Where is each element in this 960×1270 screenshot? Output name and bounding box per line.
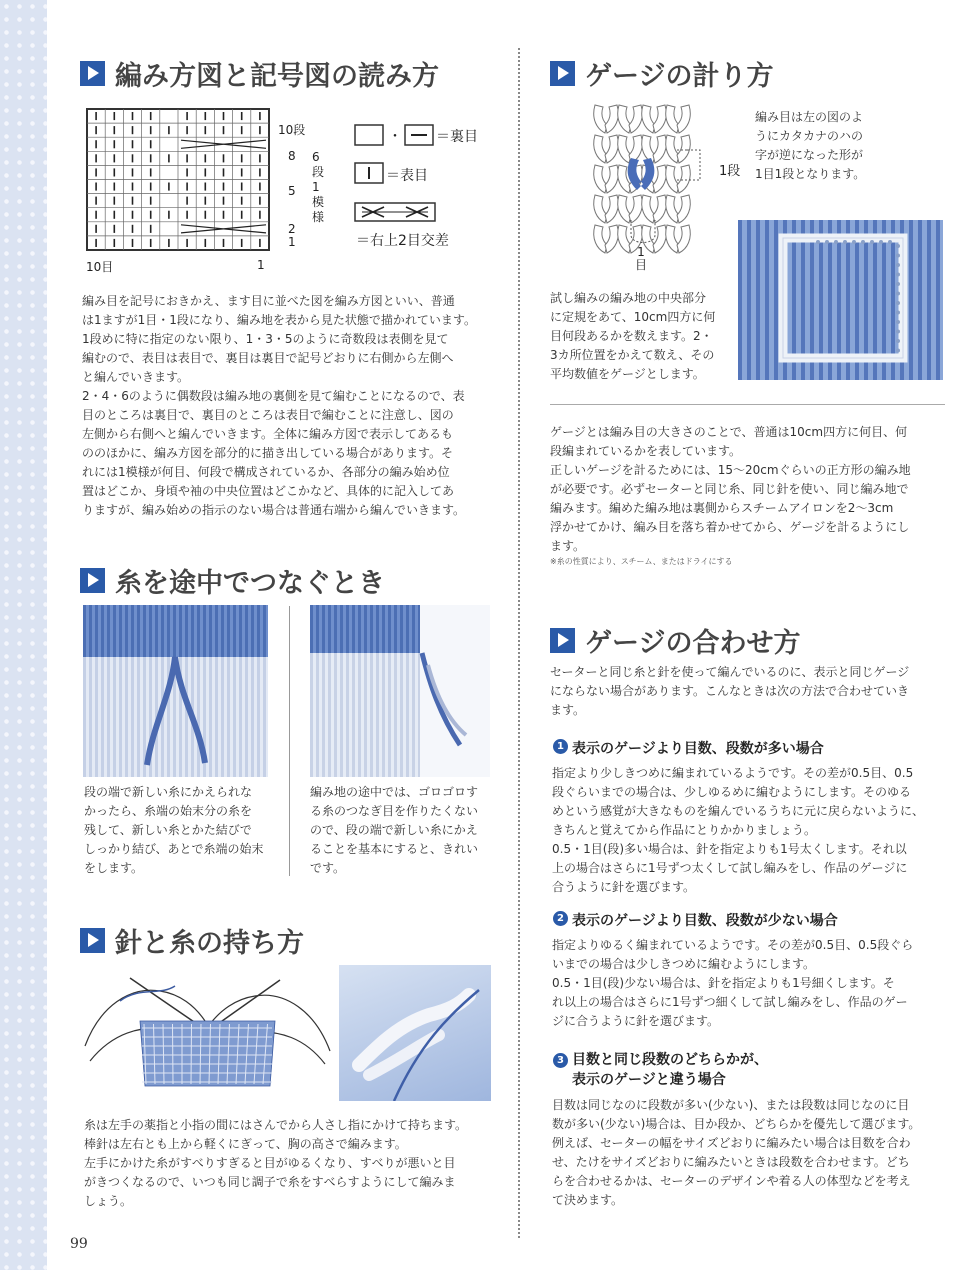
section-title-gauge-measure: ゲージの計り方 — [550, 54, 773, 93]
section-title-chart-reading: 編み方図と記号図の読み方 — [80, 54, 439, 93]
case-3-heading: 3 目数と同じ段数のどちらかが、 表示のゲージと違う場合 — [553, 1050, 768, 1090]
photo-ruler-on-swatch — [738, 220, 943, 380]
row-label-1: 1 — [288, 235, 296, 249]
case-1-heading: 1 表示のゲージより目数、段数が多い場合 — [553, 738, 824, 758]
legend-sep: ・ — [388, 129, 402, 145]
knitting-chart-grid — [86, 108, 286, 254]
row-label-5: 5 — [288, 184, 296, 198]
caption-join-at-edge: 編み地の途中では、ゴロゴロす る糸のつなぎ目を作りたくない ので、段の端で新しい糸にかえ ることを基本にすると、きれい です。 — [310, 785, 479, 875]
holding-body: 糸は左手の薬指と小指の間にはさんでから人さし指にかけて持ちます。 棒針は左右とも上から軽くにぎって、胸の高さで編みます。 左手にかけた糸がすべりすぎると目がゆるくなり、すべりが悪いと目 がきつくなるので、いつも同じ調子で糸をすべらすようにして編みま しょう。 — [84, 1118, 468, 1208]
row-mark-label: 1段 — [719, 164, 741, 179]
gauge-measure-body: ゲージとは編み目の大きさのことで、普通は10cm四方に何目、何 段編まれているかを表しています。 正しいゲージを計るためには、15～20cmぐらいの正方形の編み地 が必要です。必ずセーターと同じ糸、同じ針を使い、同じ編み地で 編みます。編めた編み地は裏側からスチームアイロンを2～3cm 浮かせてかけ、編み目を落ち着かせてから、ゲージを計るようにし ます。 — [550, 425, 911, 553]
section-title-holding: 針と糸の持ち方 — [80, 921, 304, 960]
chart-reading-body: 編み目を記号におきかえ、ます目に並べた図を編み方図といい、普通 は1ますが1目・1段になり、編み地を表から見た状態で描かれています。 1段めに特に指定のない限り、1・3・5のように奇数段は表側を見て 編むので、表目は表目で、裏目は裏目で記号どおりに右側から左側へ と編んでいきます。 2・4・6のように偶数段は編み地の裏側を見て編むことになるので、表 目のところは裏目で、裏目のところは表目で編むことに注意し、図の 左側から右側へと編んでいきます。全体に編み方図で表示してあるも ののほかに、編み方図を部分的に描き出している場合があります。そ れには1模様が何目、何段で構成されているか、各部分の編み始め位 置はどこか、身頃や袖の中央位置はどこかなど、具体的に記入してあ りますが、編み始めの指示のない場合は普通右端から編んでいきます。 — [82, 294, 476, 517]
ruler-photo-caption: 試し編みの編み地の中央部分 に定規をあて、10cm四方に何 目何段あるかを数えます。2・ 3カ所位置をかえて数え、その 平均数値をゲージとします。 — [550, 291, 716, 381]
play-triangle-icon — [550, 628, 575, 653]
photo-join-at-edge — [310, 605, 490, 777]
case-2-heading: 2 表示のゲージより目数、段数が少ない場合 — [553, 910, 838, 930]
stitch-diagram-note: 編み目は左の図のよ うにカタカナのハの 字が逆になった形が 1目1段となります。 — [755, 110, 866, 181]
gauge-note: ※糸の性質により、スチーム、またはドライにする — [550, 557, 733, 566]
row-label-8: 8 — [288, 149, 296, 163]
legend-purl-label: ＝裏目 — [436, 129, 478, 145]
row-label-six-row-repeat: 6段1模様 — [312, 150, 325, 224]
page-number: 99 — [70, 1236, 88, 1252]
stitch-diagram — [585, 100, 745, 280]
row-label-2: 2 — [288, 222, 296, 236]
case-3-body: 目数は同じなのに段数が多い(少ない)、または段数は同じなのに目 数が多い(少ない)場合は、目か段か、どちらかを優先して選びます。 例えば、セーターの幅をサイズどおりに編みたい場合は目数を合わ せ、たけをサイズどおりに編みたいときは段数を合わせます。どち らを合わせるかは、セーターのデザインや着る人の体型などを考え て決めます。 — [552, 1098, 921, 1207]
play-triangle-icon — [80, 61, 105, 86]
section-title-joining-yarn: 糸を途中でつなぐとき — [80, 561, 385, 600]
play-triangle-icon — [550, 61, 575, 86]
photo-hand-holding-yarn — [339, 965, 491, 1101]
polka-dot-side-strip — [0, 0, 47, 1270]
legend-cross-label: ＝右上2目交差 — [356, 233, 449, 249]
case-2-body: 指定よりゆるく編まれているようです。その差が0.5目、0.5段ぐら いまでの場合は少しきつめに編むようにします。 0.5・1目(段)少ない場合は、針を指定よりも1号細くします。そ れ以上の場合はさらに1号ずつ細くして試し編みをし、作品のゲー ジに合うように針を選びます。 — [552, 938, 914, 1028]
column-divider — [518, 48, 520, 1238]
col-label-1: 1 — [257, 258, 265, 272]
legend-knit-label: ＝表目 — [386, 168, 428, 184]
stitch-mark-label: 1 目 — [634, 245, 647, 272]
case-2-number-badge: 2 — [553, 911, 568, 926]
case-3-number-badge: 3 — [553, 1053, 568, 1068]
case-1-body: 指定より少しきつめに編まれているようです。その差が0.5目、0.5 段ぐらいまでの場合は、少しゆるめに編むようにします。そのゆる めという感覚が大きなものを編んでいるうちに元に戻らないように、 きちんと覚えてから作品にとりかかりましょう。 0.5・1目(段)多い場合は、針を指定よりも1号太くします。それ以 上の場合はさらに1号ずつ太くして試し編みをし、作品のゲージに 合うように針を選びます。 — [552, 766, 925, 894]
section-title-gauge-adjust: ゲージの合わせ方 — [550, 621, 800, 660]
illustration-hands-holding-needles — [80, 966, 335, 1101]
case-1-number-badge: 1 — [553, 739, 568, 754]
photo-knot-at-row-edge — [83, 605, 268, 777]
row-label-10: 10段 — [278, 123, 306, 137]
gauge-adjust-intro: セーターと同じ糸と針を使って編んでいるのに、表示と同じゲージ にならない場合があります。こんなときは次の方法で合わせていき ます。 — [550, 665, 910, 717]
play-triangle-icon — [80, 928, 105, 953]
caption-divider — [289, 606, 290, 876]
play-triangle-icon — [80, 568, 105, 593]
gauge-rule — [550, 404, 945, 405]
col-label-10: 10目 — [86, 260, 114, 274]
caption-knot-at-row-edge: 段の端で新しい糸にかえられな かったら、糸端の始末分の糸を 残して、新しい糸とかた結びで しっかり結び、あとで糸端の始末 をします。 — [84, 785, 264, 875]
